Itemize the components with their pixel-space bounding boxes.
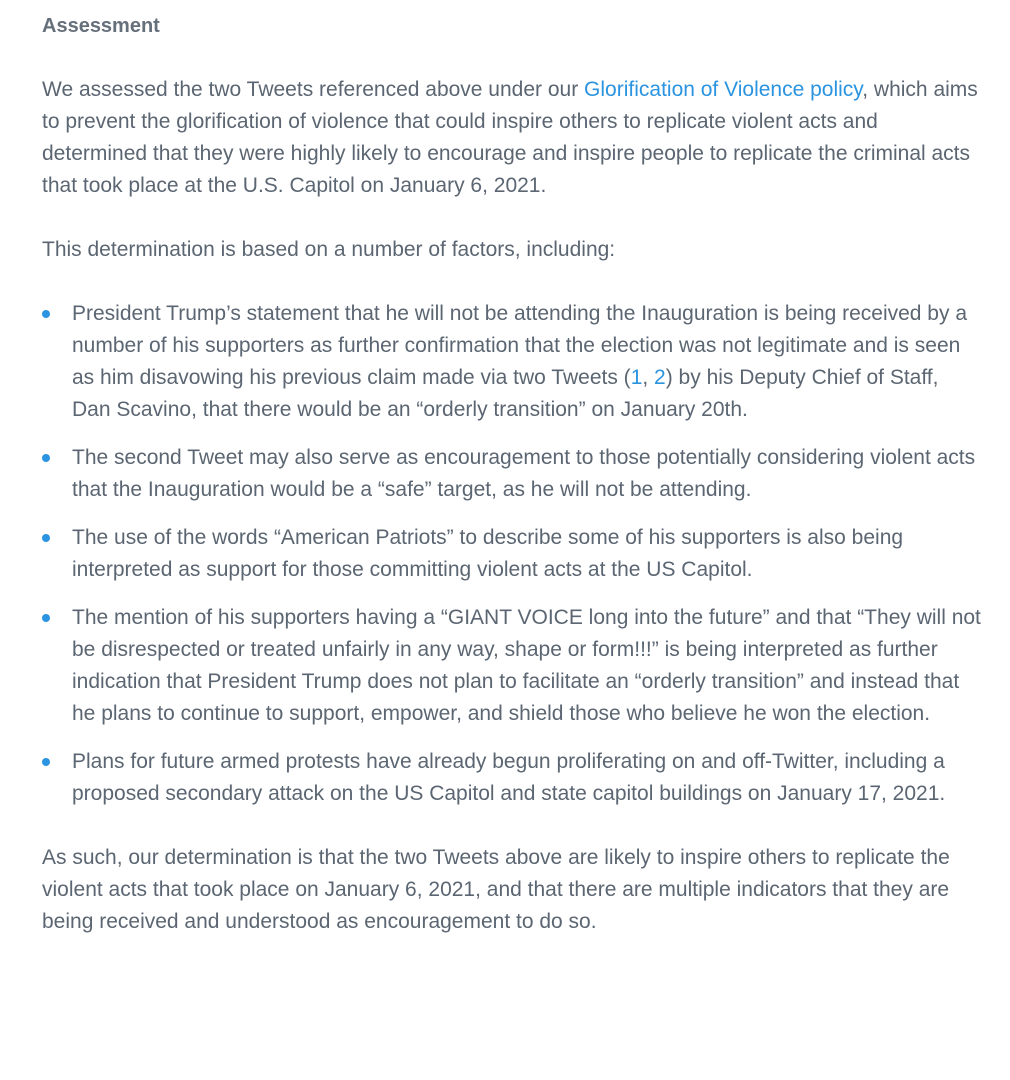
bullet-icon <box>42 310 50 318</box>
bullet-icon <box>42 454 50 462</box>
list-item-text: Plans for future armed protests have already begun proliferating on and off-Twitter, including a proposed secondary attack on the US Capitol and state capitol buildings on January 17, 2021. <box>72 750 946 805</box>
conclusion-paragraph: As such, our determination is that the two Tweets above are likely to inspire others to replicate the violent acts that took place on January 6, 2021, and that there are multiple indicators that they are being received and understood as encouragement to do so. <box>42 846 950 933</box>
list-item-text: The use of the words “American Patriots” to describe some of his supporters is also being interpreted as support for those committing violent acts at the US Capitol. <box>72 526 904 581</box>
list-item-separator: , <box>642 366 655 389</box>
list-item <box>42 522 982 586</box>
factors-lead-paragraph: This determination is based on a number of factors, including: <box>42 238 616 261</box>
list-item <box>42 602 982 730</box>
list-item-text-after: ) by his Deputy Chief of Staff, Dan Scavino, that there would be an “orderly transition” on January 20th. <box>72 366 939 421</box>
section-heading: Assessment <box>42 15 160 37</box>
intro-paragraph <box>42 74 982 202</box>
intro-text-before: We assessed the two Tweets referenced above under our <box>42 78 585 101</box>
bullet-icon <box>42 758 50 766</box>
list-item <box>42 746 982 810</box>
bullet-icon <box>42 534 50 542</box>
tweet-link-2[interactable]: 2 <box>654 366 666 389</box>
bullet-icon <box>42 614 50 622</box>
glorification-policy-link[interactable]: Glorification of Violence policy <box>584 78 863 101</box>
factors-list <box>42 298 982 810</box>
list-item <box>42 298 982 426</box>
list-item-text: The second Tweet may also serve as encouragement to those potentially considering violent acts that the Inauguration would be a “safe” target, as he will not be attending. <box>72 446 976 501</box>
tweet-link-1[interactable]: 1 <box>630 366 643 389</box>
intro-text-after: , which aims to prevent the glorification of violence that could inspire others to replicate violent acts and determined that they were highly likely to encourage and inspire people to replicate the criminal acts that took place at the U.S. Capitol on January 6, 2021. <box>42 78 978 197</box>
list-item <box>42 442 982 506</box>
list-item-text-before: President Trump’s statement that he will not be attending the Inauguration is being received by a number of his supporters as further confirmation that the election was not legitimate and is seen as him disavowing his previous claim made via two Tweets ( <box>72 302 967 389</box>
list-item-text: The mention of his supporters having a “GIANT VOICE long into the future” and that “They will not be disrespected or treated unfairly in any way, shape or form!!!” is being interpreted as further indication that President Trump does not plan to facilitate an “orderly transition” and instead that he plans to continue to support, empower, and shield those who believe he won the election. <box>72 606 981 725</box>
